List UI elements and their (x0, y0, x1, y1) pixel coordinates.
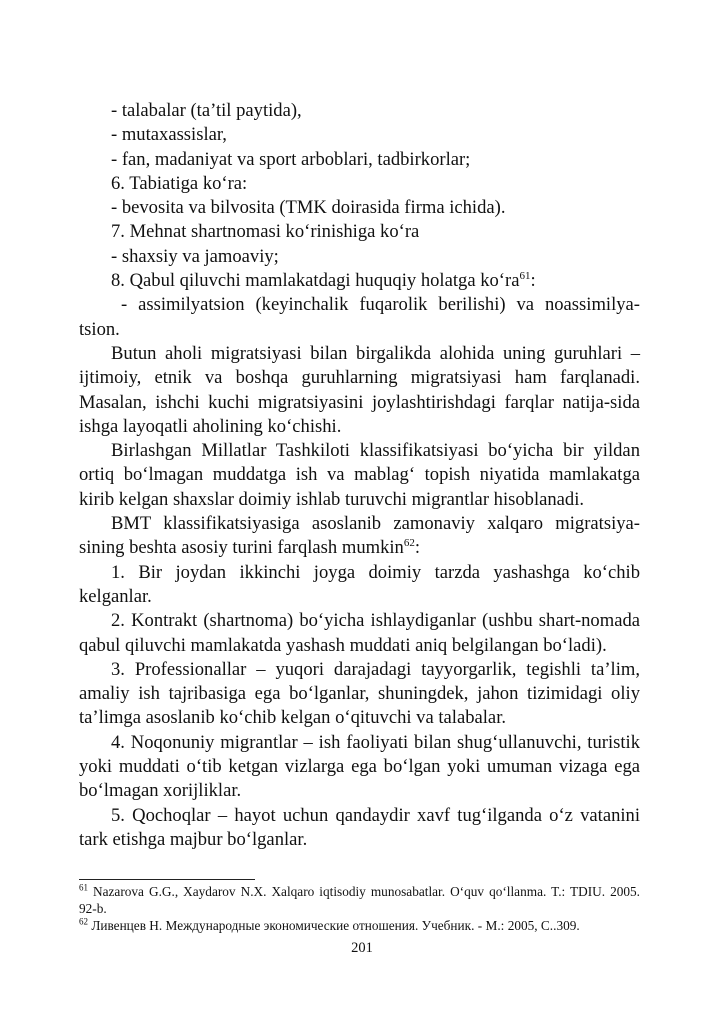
assimilation-line: - assimilyatsion (keyinchalik fuqarolik berilishi) va noassimilya-tsion. (79, 294, 640, 340)
list-item: - mutaxassislar, (111, 124, 227, 146)
list-item: - bevosita va bilvosita (TMK doirasida firma ichida). (111, 197, 506, 219)
bmt-paragraph (79, 512, 640, 561)
list-item: 7. Mehnat shartnomasi ko‘rinishiga ko‘ra (111, 221, 420, 243)
footnote-number: 62 (79, 916, 88, 927)
footnote-text: Nazarova G.G., Xaydarov N.X. Xalqaro iqtisodiy munosabatlar. O‘quv qo‘llanma. T.: TDIU. 2005. 92-b. (79, 884, 640, 917)
footnote-62 (79, 917, 640, 934)
footnote-number: 61 (79, 882, 88, 893)
body-paragraph: Birlashgan Millatlar Tashkiloti klassifikatsiyasi bo‘yicha bir yildan ortiq bo‘lmagan muddatga ish va mablag‘ topish niyatida mamlakatga kirib kelgan shaxslar doimiy ishlab turuvchi migrantlar hisoblanadi. (79, 440, 640, 510)
bmt-paragraph-text: BMT klassifikatsiyasiga asoslanib zamonaviy xalqaro migratsiya-sining beshta asosiy turini farqlash mumkin (79, 513, 640, 559)
footnote-text: Ливенцев Н. Международные экономические отношения. Учебник. - М.: 2005, С..309. (91, 918, 580, 934)
list-item: - fan, madaniyat va sport arboblari, tadbirkorlar; (111, 148, 471, 170)
migration-type-item: 3. Professionallar – yuqori darajadagi tayyorgarlik, tegishli ta’lim, amaliy ish tajribasiga ega bo‘lganlar, shuningdek, jahon tizimidagi oliy ta’limga asoslanib ko‘chib kelgan o‘qituvchi va talabalar. (79, 658, 640, 729)
footnote-ref[interactable]: 61 (519, 269, 531, 282)
migration-type-item: 5. Qochoqlar – hayot uchun qandaydir xavf tug‘ilganda o‘z vatanini tark etishga majbur bo‘lganlar. (79, 804, 640, 850)
list-item-8-suffix: : (530, 270, 536, 292)
footnotes (79, 883, 640, 935)
migration-type-item: 4. Noqonuniy migrantlar – ish faoliyati bilan shug‘ullanuvchi, turistik yoki muddati o‘tib ketgan vizlarga ega bo‘lgan yoki umuman vizaga ega bo‘lmagan xorijliklar. (79, 731, 640, 802)
bmt-paragraph-suffix: : (414, 537, 421, 559)
migration-type-item: 2. Kontrakt (shartnoma) bo‘yicha ishlaydiganlar (ushbu shart-nomada qabul qiluvchi mamlakatda yashash muddati aniq belgilangan bo‘ladi). (79, 610, 640, 656)
body-paragraph: Butun aholi migratsiyasi bilan birgalikda alohida uning guruhlari – ijtimoiy, etnik va boshqa guruhlarning migratsiyasi ham farqlanadi. Masalan, ishchi kuchi migratsiyasini joylashtirishdagi farqlar natija-sida ishga layoqatli aholining ko‘chishi. (79, 342, 640, 437)
list-item: - shaxsiy va jamoaviy; (111, 245, 279, 267)
list-item: - talabalar (ta’til paytida), (111, 100, 302, 121)
list-item-8 (79, 269, 640, 293)
page-body (79, 99, 640, 852)
migration-type-item: 1. Bir joydan ikkinchi joyga doimiy tarzda yashashga ko‘chib kelganlar. (79, 561, 640, 607)
list-item: 6. Tabiatiga ko‘ra: (111, 172, 248, 194)
footnote-ref[interactable]: 62 (403, 537, 415, 550)
list-item-8-text: 8. Qabul qiluvchi mamlakatdagi huquqiy holatga ko‘ra (111, 270, 520, 292)
footnote-divider (79, 879, 255, 880)
footnote-61 (79, 883, 640, 917)
page-number: 201 (351, 940, 373, 956)
